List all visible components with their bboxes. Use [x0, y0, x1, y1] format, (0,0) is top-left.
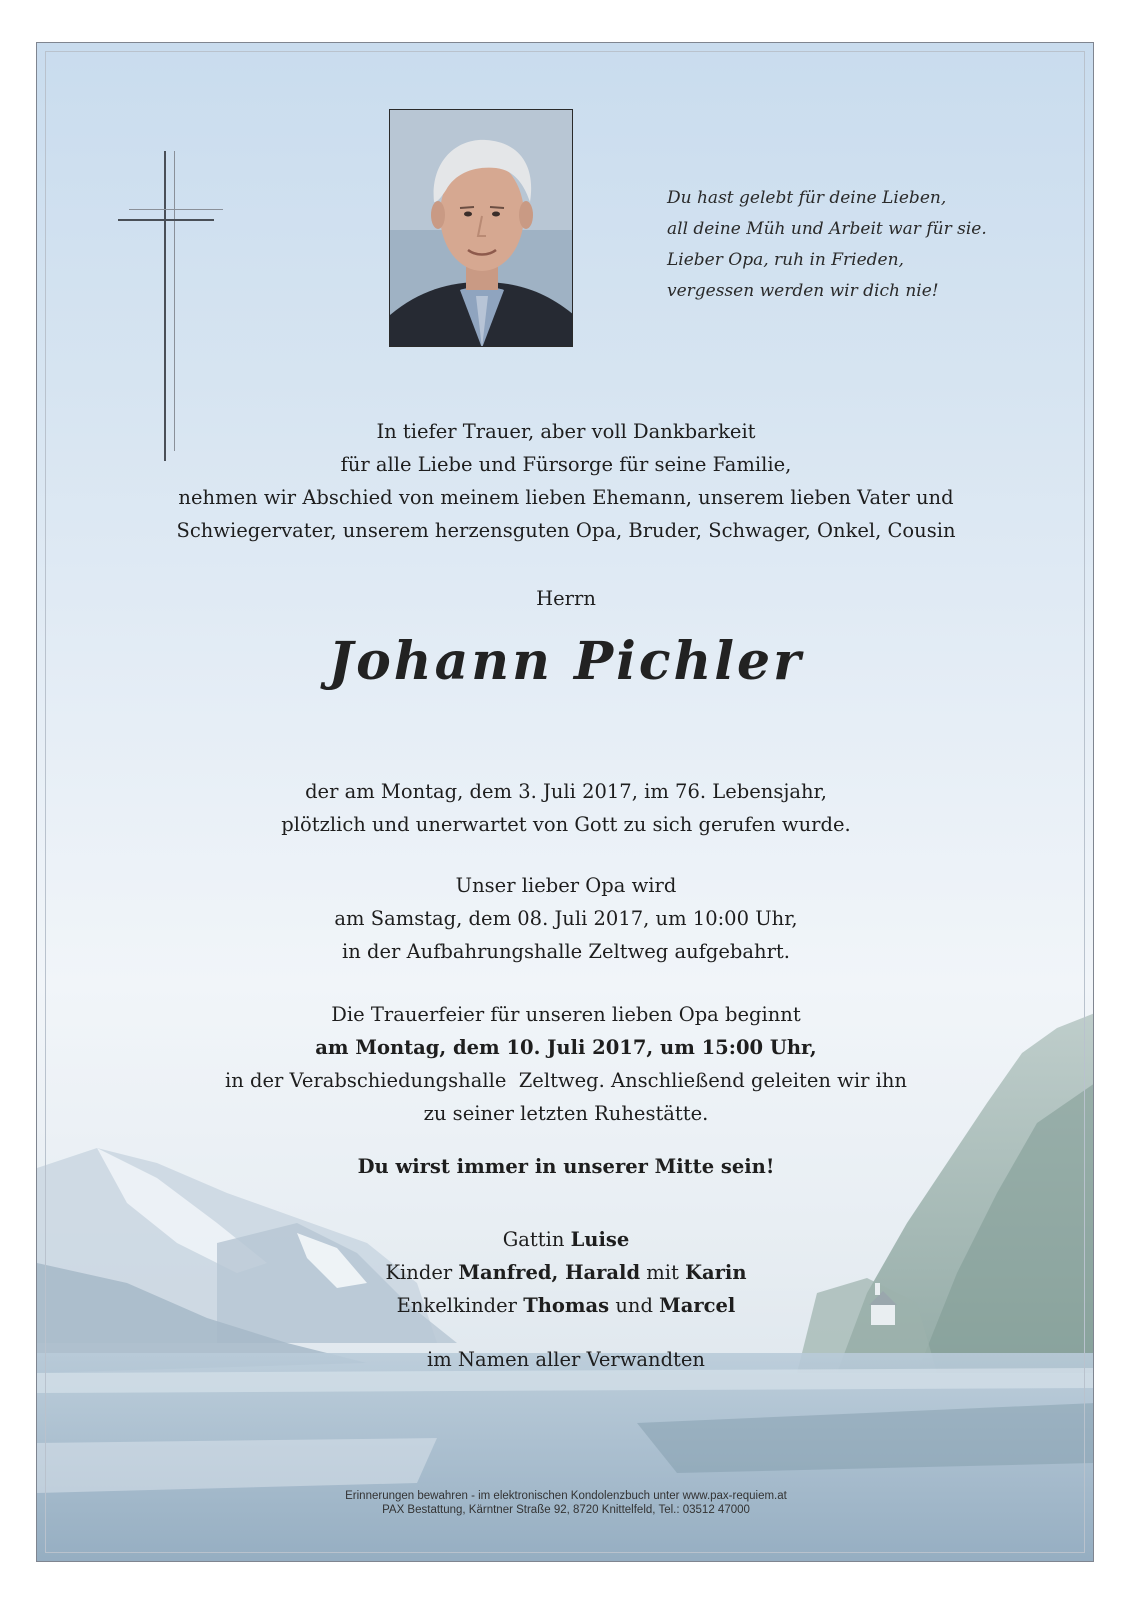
family-list	[37, 1223, 1094, 1322]
deceased-name: Johann Pichler	[328, 631, 804, 692]
death-notice	[37, 775, 1094, 841]
funeral-date-bold: am Montag, dem 10. Juli 2017, um 15:00 Uhr,	[315, 1036, 817, 1059]
portrait-photo	[389, 109, 573, 347]
cross-shadow-vertical	[174, 151, 175, 451]
cross-shadow-horizontal	[129, 209, 223, 210]
funeral-line: in der Verabschiedungshalle Zeltweg. Anschließend geleiten wir ihn	[225, 1069, 907, 1092]
salutation: Herrn	[536, 587, 596, 610]
funeral-line: Die Trauerfeier für unseren lieben Opa beginnt	[331, 1003, 801, 1026]
grandchild-name: Thomas	[523, 1294, 610, 1317]
funeral-date	[37, 1031, 1094, 1064]
intro-line: für alle Liebe und Fürsorge für seine Familie,	[340, 453, 792, 476]
intro-text	[37, 415, 1094, 547]
cross-bar	[118, 219, 214, 221]
viewing-line: in der Aufbahrungshalle Zeltweg aufgebahrt.	[342, 940, 790, 963]
obituary-card	[36, 42, 1094, 1562]
family-children	[37, 1256, 1094, 1289]
grandchildren-prefix: Enkelkinder	[396, 1294, 517, 1317]
poem-line: vergessen werden wir dich nie!	[667, 281, 939, 301]
children-names: Manfred, Harald	[458, 1261, 641, 1284]
children-with: mit	[646, 1261, 679, 1284]
poem-line: Du hast gelebt für deine Lieben,	[667, 188, 947, 208]
viewing-line: Unser lieber Opa wird	[455, 874, 677, 897]
closing-line: im Namen aller Verwandten	[426, 1348, 705, 1371]
poem	[667, 183, 997, 307]
footer-line: Erinnerungen bewahren - im elektronischen Kondolenzbuch unter www.pax-requiem.at	[345, 1490, 787, 1502]
spouse-prefix: Gattin	[502, 1228, 565, 1251]
family-spouse	[37, 1223, 1094, 1256]
grandchild-name: Marcel	[659, 1294, 736, 1317]
funeral-notice	[37, 998, 1094, 1130]
grandchildren-and: und	[615, 1294, 653, 1317]
poem-line: Lieber Opa, ruh in Frieden,	[667, 250, 904, 270]
spouse-name: Luise	[570, 1228, 630, 1251]
viewing-notice	[37, 869, 1094, 968]
children-prefix: Kinder	[385, 1261, 453, 1284]
intro-line: Schwiegervater, unserem herzensguten Opa, Bruder, Schwager, Onkel, Cousin	[176, 519, 956, 542]
footer	[37, 1489, 1094, 1517]
motto: Du wirst immer in unserer Mitte sein!	[357, 1155, 775, 1178]
death-line: plötzlich und unerwartet von Gott zu sich gerufen wurde.	[281, 813, 851, 836]
death-line: der am Montag, dem 3. Juli 2017, im 76. Lebensjahr,	[305, 780, 827, 803]
funeral-line: zu seiner letzten Ruhestätte.	[423, 1102, 709, 1125]
family-grandchildren	[37, 1289, 1094, 1322]
intro-line: nehmen wir Abschied von meinem lieben Ehemann, unserem lieben Vater und	[178, 486, 954, 509]
intro-line: In tiefer Trauer, aber voll Dankbarkeit	[376, 420, 756, 443]
children-partner: Karin	[685, 1261, 747, 1284]
viewing-line: am Samstag, dem 08. Juli 2017, um 10:00 Uhr,	[334, 907, 798, 930]
footer-line: PAX Bestattung, Kärntner Straße 92, 8720 Knittelfeld, Tel.: 03512 47000	[382, 1504, 750, 1516]
poem-line: all deine Müh und Arbeit war für sie.	[667, 219, 987, 239]
